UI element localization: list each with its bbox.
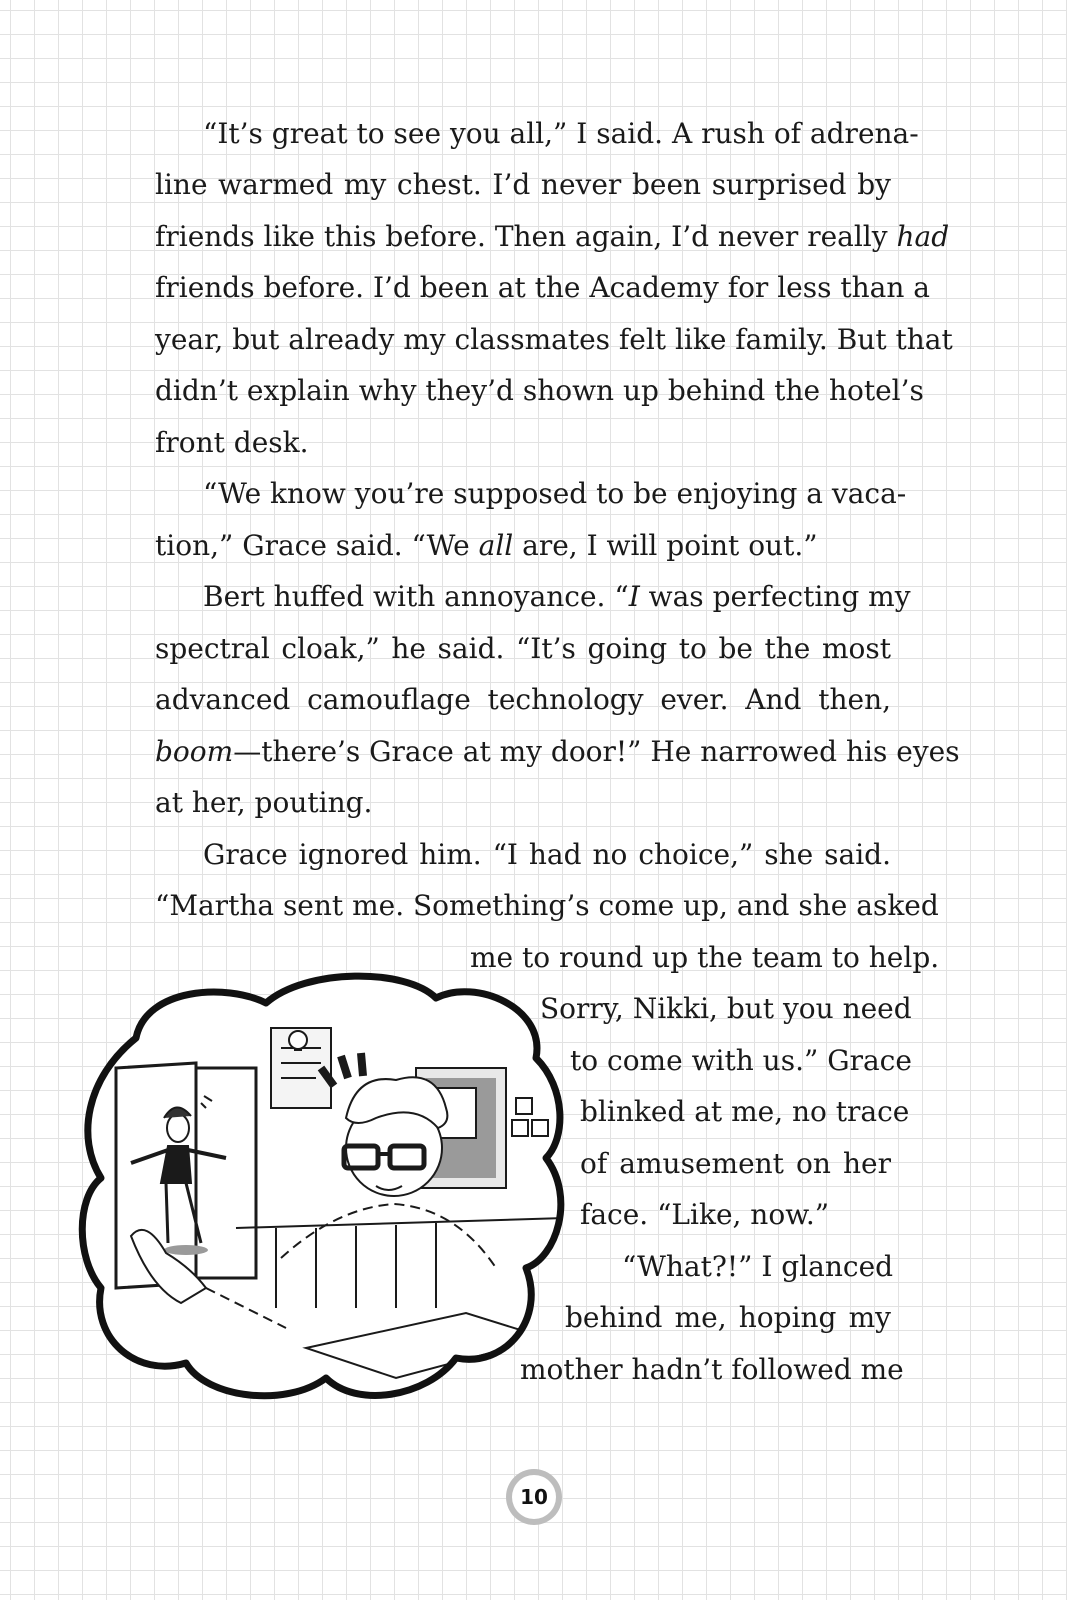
text-run: tion,” Grace said. “We	[155, 529, 479, 562]
text-line	[155, 735, 960, 769]
text-line: mother hadn’t followed me	[520, 1353, 904, 1386]
text-line: of amusement on her	[580, 1147, 891, 1180]
text-line: me to round up the team to help.	[470, 941, 940, 974]
text-line: “It’s great to see you all,” I said. A rush of adrena-	[203, 117, 919, 150]
text-line: face. “Like, now.”	[580, 1198, 830, 1231]
text-line: at her, pouting.	[155, 786, 373, 819]
text-run: Bert huffed with annoyance. “	[203, 580, 629, 613]
text-line: behind me, hoping my	[565, 1301, 891, 1334]
page-number: 10	[512, 1475, 556, 1519]
text-line: front desk.	[155, 426, 309, 459]
italic-run: had	[896, 220, 950, 253]
text-line: to come with us.” Grace	[570, 1044, 912, 1077]
text-line: Sorry, Nikki, but you need	[540, 992, 912, 1025]
text-line: line warmed my chest. I’d never been surprised by	[155, 168, 891, 201]
italic-run: all	[478, 529, 514, 562]
italic-run: I	[628, 580, 640, 613]
italic-run: boom	[155, 735, 234, 768]
text-line: friends before. I’d been at the Academy for less than a	[155, 271, 930, 304]
text-run: —there’s Grace at my door!” He narrowed his eyes	[233, 735, 960, 768]
text-line: “What?!” I glanced	[622, 1250, 894, 1283]
text-run: are, I will point out.”	[513, 529, 818, 562]
text-line: spectral cloak,” he said. “It’s going to be the most	[155, 632, 891, 665]
text-line: “We know you’re supposed to be enjoying a vaca-	[203, 477, 907, 510]
text-line: Grace ignored him. “I had no choice,” she said.	[203, 838, 891, 871]
text-line	[155, 529, 818, 563]
text-run: friends like this before. Then again, I’d never really	[155, 220, 897, 253]
text-line: year, but already my classmates felt like family. But that	[155, 323, 953, 356]
text-line: “Martha sent me. Something’s come up, and she asked	[155, 889, 939, 922]
text-line: blinked at me, no trace	[580, 1095, 910, 1128]
text-line: didn’t explain why they’d shown up behind the hotel’s	[155, 374, 924, 407]
text-line: advanced camouflage technology ever. And then,	[155, 683, 891, 716]
thought-bubble-illustration	[76, 968, 572, 1420]
text-line	[203, 580, 911, 614]
text-line	[155, 220, 950, 254]
text-run: was perfecting my	[639, 580, 911, 613]
page-number-badge	[506, 1469, 562, 1525]
